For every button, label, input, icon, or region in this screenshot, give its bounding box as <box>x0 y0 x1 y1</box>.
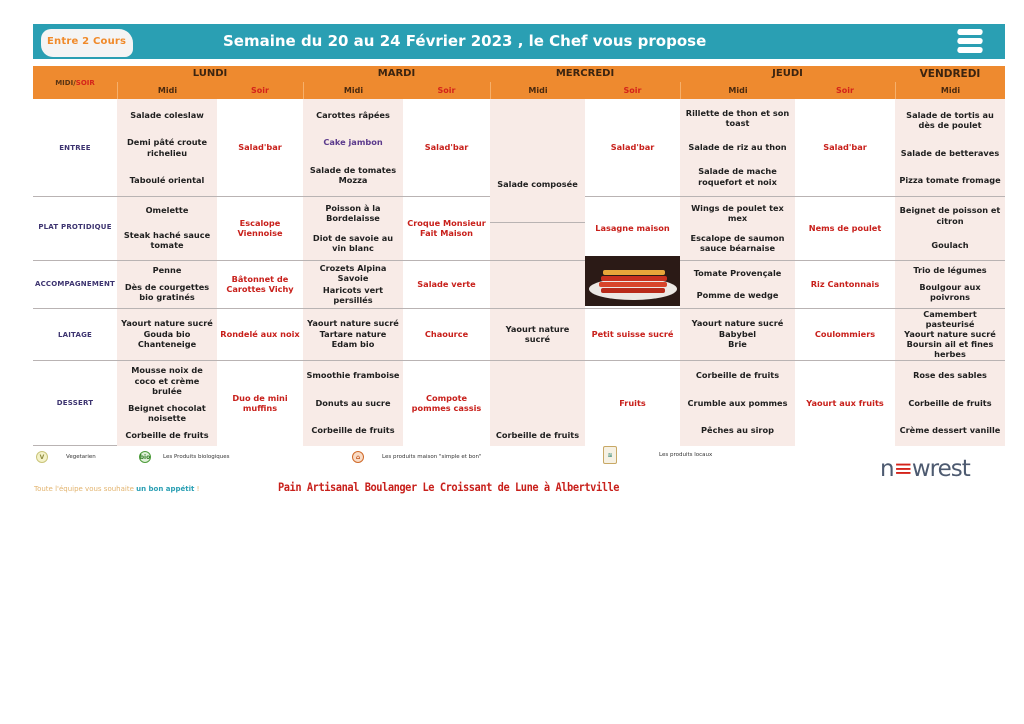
mardi-midi-accomp: Crozets Alpina Savoie Haricots vert persillés <box>319 262 387 305</box>
category-accompagnement: ACCOMPAGNEMENT <box>34 280 116 288</box>
lundi-soir-accomp: Bâtonnet de Carottes Vichy <box>226 273 294 294</box>
mardi-midi-header: Midi <box>303 82 403 99</box>
vegetarian-icon: V <box>36 451 48 463</box>
bakery-credit: Pain Artisanal Boulanger Le Croissant de Lune à Albertville <box>278 480 620 494</box>
menu-grid <box>33 99 1005 446</box>
day-mercredi: MERCREDI <box>555 68 615 79</box>
midi-soir-label: MIDI / SOIR <box>55 78 95 87</box>
jeudi-midi-laitage: Yaourt nature sucré Babybel Brie <box>691 318 784 350</box>
jeudi-midi-entree: Rillette de thon et son toast Salade de riz au thon Salade de mache roquefort et noix <box>685 107 790 187</box>
entre-2-cours-logo <box>41 29 133 57</box>
day-lundi: LUNDI <box>192 68 228 79</box>
vendredi-midi-entree: Salade de tortis au dès de poulet Salade de betteraves Pizza tomate fromage <box>899 109 1001 185</box>
jeudi-soir-header: Soir <box>836 86 854 95</box>
mercredi-midi-dessert: Corbeille de fruits <box>495 429 580 440</box>
mardi-midi-plat: Poisson à la Bordelaisse Diot de savoie au vin blanc <box>312 202 394 253</box>
logo-text: Entre 2 Cours <box>47 36 127 47</box>
mercredi-soir-entree: Salad'bar <box>610 142 655 153</box>
vendredi-midi-laitage: Camembert pasteurisé Yaourt nature sucré Boursin ail et fines herbes <box>904 309 996 359</box>
jeudi-soir-dessert: Yaourt aux fruits <box>806 397 884 408</box>
mercredi-midi-entree: Salade composée <box>497 178 578 189</box>
category-dessert: DESSERT <box>56 399 94 407</box>
jeudi-midi-dessert: Corbeille de fruits Crumble aux pommes Pêches au sirop <box>687 370 788 436</box>
local-products-icon: ≋ <box>603 446 617 464</box>
mercredi-soir-plat: Lasagne maison <box>595 222 670 233</box>
lasagna-photo <box>585 256 680 306</box>
row-divider <box>33 445 117 446</box>
jeudi-soir-laitage: Coulommiers <box>814 328 876 339</box>
mercredi-soir-dessert: Fruits <box>619 397 646 408</box>
row-divider <box>490 260 585 261</box>
day-vendredi: VENDREDI <box>919 68 981 80</box>
mardi-soir-entree: Salad'bar <box>424 142 469 153</box>
chef-hat-icon <box>57 24 117 32</box>
mardi-soir-dessert: Compote pommes cassis <box>411 392 482 413</box>
lundi-soir-dessert: Duo de mini muffins <box>232 392 288 413</box>
legend-vegetarian: V Vegetarien <box>36 451 96 463</box>
lundi-midi-entree: Salade coleslaw Demi pâté croute richelieu Taboulé oriental <box>126 109 208 185</box>
jeudi-midi-accomp: Tomate Provençale Pomme de wedge <box>693 267 782 300</box>
jeudi-soir-entree: Salad'bar <box>823 142 867 153</box>
mardi-soir-plat: Croque Monsieur Fait Maison <box>407 217 486 238</box>
homemade-icon: ⌂ <box>352 451 364 463</box>
vendredi-midi-header: Midi <box>895 82 1005 99</box>
lundi-soir-plat: Escalope Viennoise <box>237 217 283 238</box>
jeudi-soir-plat: Nems de poulet <box>808 222 882 233</box>
bon-appetit-message: Toute l'équipe vous souhaite un bon appétit ! <box>34 485 200 493</box>
vendredi-midi-accomp: Trio de légumes Boulgour aux poivrons <box>913 265 987 303</box>
mardi-soir-laitage: Chaource <box>424 328 469 339</box>
lundi-soir-entree: Salad'bar <box>238 142 282 153</box>
category-laitage: LAITAGE <box>57 331 93 339</box>
mercredi-soir-laitage: Petit suisse sucré <box>591 328 674 339</box>
mardi-midi-dessert: Smoothie framboise Donuts au sucre Corbeille de fruits <box>306 370 400 436</box>
mercredi-midi-header: Midi <box>490 82 585 99</box>
title-banner <box>33 24 1005 62</box>
mardi-soir-accomp: Salade verte <box>417 278 476 289</box>
mardi-midi-entree: Carottes râpées Cake jambon Salade de tomates Mozza <box>309 109 397 185</box>
category-entree: ENTREE <box>59 144 91 152</box>
newrest-logo: n≡wrest <box>880 456 970 482</box>
mercredi-midi-laitage: Yaourt nature sucré <box>505 323 570 344</box>
legend-homemade: ⌂ Les produits maison "simple et bon" <box>352 451 482 463</box>
organic-icon: bio <box>139 451 151 463</box>
page-title: Semaine du 20 au 24 Février 2023 , le Chef vous propose <box>223 32 707 50</box>
row-divider <box>490 222 585 223</box>
legend-local: ≋ Les produits locaux <box>603 446 712 464</box>
lundi-soir-header: Soir <box>251 86 269 95</box>
vendredi-midi-plat: Beignet de poisson et citron Goulach <box>899 205 1001 251</box>
mercredi-soir-header: Soir <box>623 86 642 95</box>
category-plat: PLAT PROTIDIQUE <box>38 223 112 231</box>
day-mardi: MARDI <box>377 68 416 79</box>
lundi-midi-laitage: Yaourt nature sucré Gouda bio Chanteneige <box>121 318 213 350</box>
day-header <box>33 66 1005 99</box>
lundi-midi-header: Midi <box>117 82 217 99</box>
newrest-mark-icon <box>957 29 983 57</box>
lundi-soir-laitage: Rondelé aux noix <box>220 328 300 339</box>
jeudi-midi-plat: Wings de poulet tex mex Escalope de saumon sauce béarnaise <box>690 202 785 253</box>
jeudi-midi-header: Midi <box>680 82 795 99</box>
mardi-soir-header: Soir <box>437 86 456 95</box>
vendredi-midi-dessert: Rose des sables Corbeille de fruits Crème dessert vanille <box>899 370 1001 436</box>
mardi-midi-laitage: Yaourt nature sucré Tartare nature Edam bio <box>307 318 399 350</box>
lundi-midi-accomp: Penne Dès de courgettes bio gratinés <box>124 265 210 303</box>
legend-organic: bio Les Produits biologiques <box>139 451 230 463</box>
jeudi-soir-accomp: Riz Cantonnais <box>810 278 880 289</box>
lundi-midi-dessert: Mousse noix de coco et crème brulée Beignet chocolat noisette Corbeille de fruits <box>125 365 209 441</box>
day-jeudi: JEUDI <box>772 68 803 79</box>
lundi-midi-plat: Omelette Steak haché sauce tomate <box>123 205 211 251</box>
